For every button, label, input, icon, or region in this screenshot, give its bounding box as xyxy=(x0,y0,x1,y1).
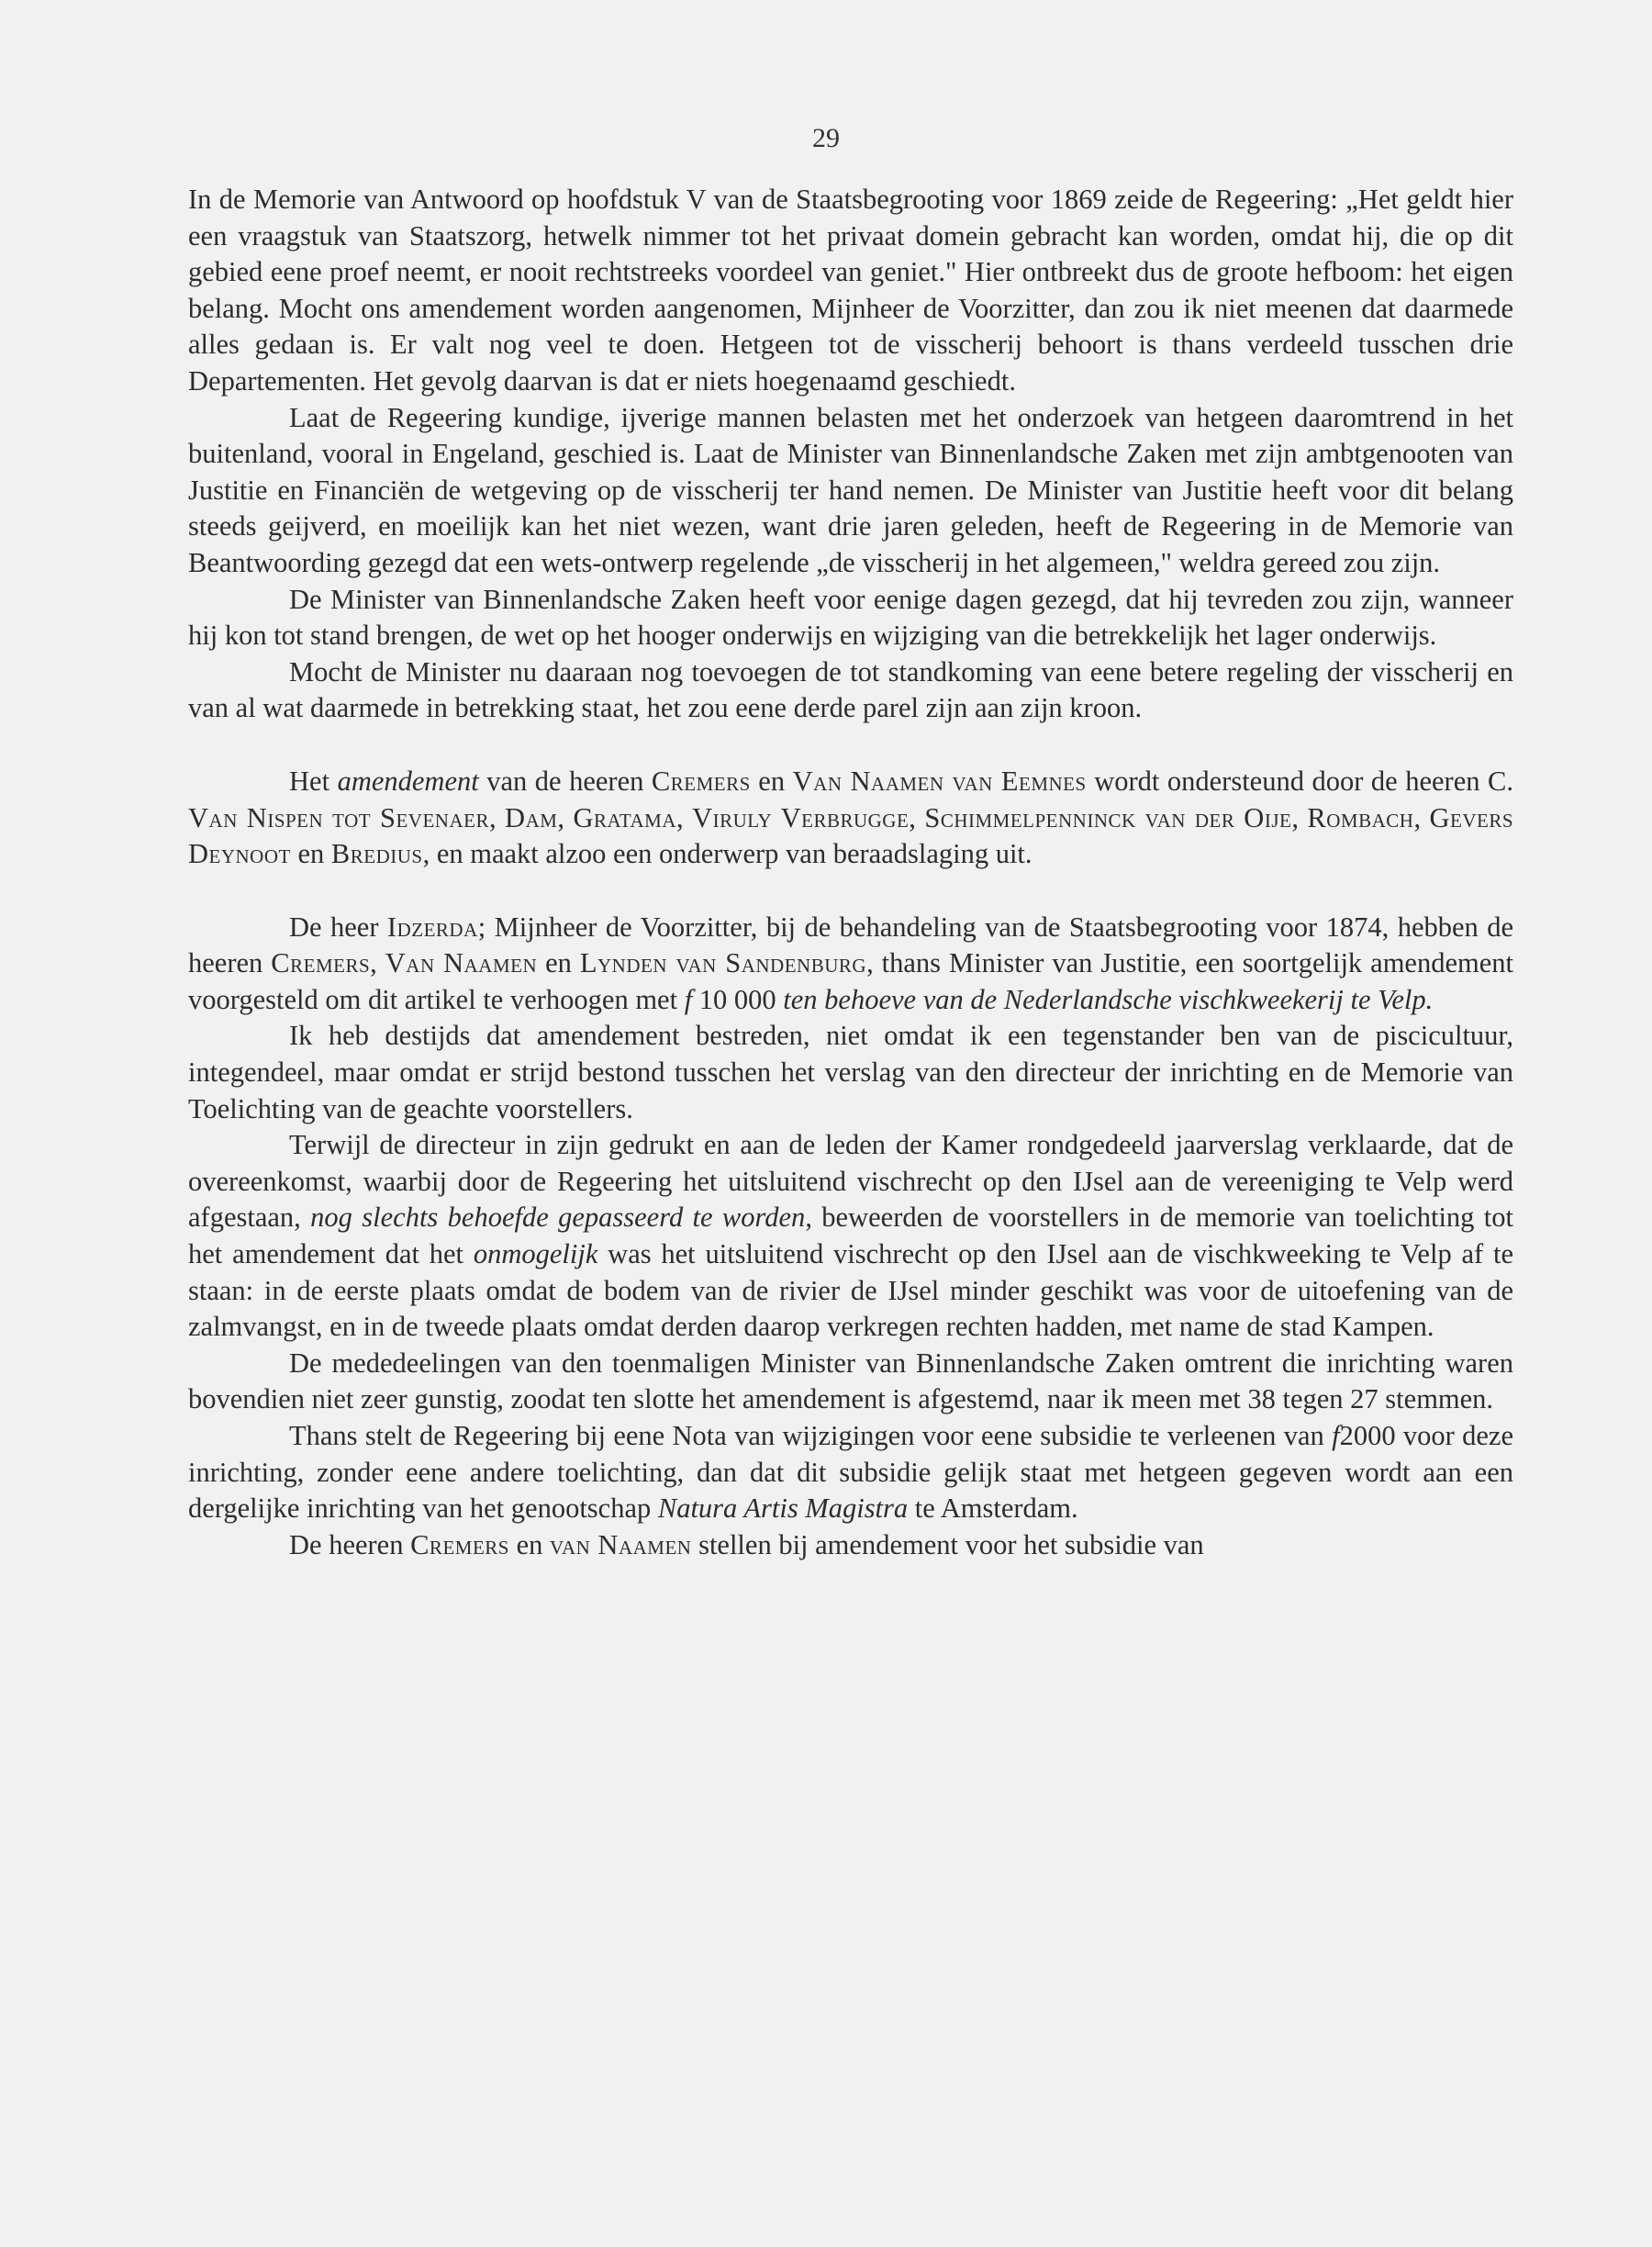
small-caps-name: Idzerda xyxy=(386,911,478,943)
text-segment: , xyxy=(1413,801,1430,833)
text-segment: en xyxy=(290,838,331,870)
text-segment: De heeren xyxy=(289,1528,411,1560)
small-caps-name: Gevers Deynoot xyxy=(188,801,1514,870)
paragraph xyxy=(188,764,1513,873)
small-caps-name: Dam xyxy=(505,801,558,833)
text-segment: , xyxy=(557,801,574,833)
small-caps-name: Schimmelpenninck van der Oije xyxy=(924,801,1292,833)
text-segment: en xyxy=(750,765,793,797)
small-caps-name: Bredius xyxy=(330,838,423,870)
paragraph xyxy=(188,182,1513,400)
small-caps-name: Viruly Verbrugge xyxy=(692,801,910,833)
small-caps-name: Van Naamen van Eemnes xyxy=(792,765,1087,797)
paragraph xyxy=(188,400,1513,582)
small-caps-name: Rombach xyxy=(1307,801,1414,833)
text-segment: , xyxy=(1291,801,1308,833)
text-segment: , beweerden de voorstellers in de memorie van toelichting tot het amendement dat het xyxy=(188,1202,1513,1270)
small-caps-name: Cremers xyxy=(271,947,371,979)
text-segment: , xyxy=(676,801,693,833)
text-segment: , xyxy=(488,801,506,833)
text-segment: Het xyxy=(289,765,338,797)
text-segment: De mededeelingen van den toenmaligen Minister van Binnenlandsche Zaken omtrent die inrichting waren bovendien niet zeer gunstig, zoodat ten slotte het amendement is afgestemd, naar ik meen met 38 tegen 27 stemmen. xyxy=(188,1347,1513,1415)
italic-text: f xyxy=(684,983,693,1015)
text-segment: Thans stelt de Regeering bij eene Nota van wijzigingen voor eene subsidie te verleenen van xyxy=(289,1420,1333,1451)
text-segment: van de heeren xyxy=(478,765,652,797)
text-segment: , en maakt alzoo een onderwerp van beraadslaging uit. xyxy=(422,838,1032,870)
text-segment: was het uitsluitend vischrecht op den IJsel aan de vischkweeking te Velp af te staan: in de eerste plaats omdat de bodem van de rivier de IJsel minder geschikt was voor de uitoefening van de zalmvangst, en in de tweede plaats omdat derden daarop verkregen rechten hadden, met name de stad Kampen. xyxy=(188,1238,1514,1343)
text-column xyxy=(188,182,1513,1563)
italic-text: f xyxy=(1332,1420,1340,1451)
small-caps-name: Gratama xyxy=(573,801,677,833)
paragraph xyxy=(188,654,1513,727)
paragraph xyxy=(188,582,1513,654)
text-segment: , thans Minister van Justitie, een soortgelijk amendement voorgesteld om dit artikel te verhoogen met xyxy=(188,947,1513,1015)
small-caps-name: Cremers xyxy=(651,765,751,797)
paragraph xyxy=(188,1127,1513,1346)
paragraph xyxy=(188,910,1513,1019)
text-segment: , xyxy=(909,801,925,833)
text-segment: en xyxy=(508,1528,551,1560)
text-segment: wordt ondersteund door de heeren C. xyxy=(1086,765,1513,797)
text-segment: , xyxy=(370,947,385,979)
italic-text: amendement xyxy=(337,765,479,797)
italic-text: ten behoeve van de Nederlandsche vischkweekerij te Velp. xyxy=(783,983,1434,1015)
small-caps-name: Van Nispen tot Sevenaer xyxy=(188,801,489,833)
text-segment: te Amsterdam. xyxy=(908,1492,1078,1525)
text-segment: 10 000 xyxy=(692,983,784,1015)
paragraph xyxy=(188,1018,1513,1127)
italic-text: nog slechts behoefde gepasseerd te worden xyxy=(310,1202,806,1234)
italic-text: onmogelijk xyxy=(473,1238,598,1270)
text-segment: De heer xyxy=(289,911,387,943)
text-segment: Laat de Regeering kundige, ijverige mannen belasten met het onderzoek van hetgeen daaromtrend in het buitenland, vooral in Engeland, geschied is. Laat de Minister van Binnenlandsche Zaken met zijn ambtgenooten van Justitie en Financiën de wetgeving op de visscherij ter hand nemen. De Minister van Justitie heeft voor dit belang steeds geijverd, en moeilijk kan het niet wezen, want drie jaren geleden, heeft de Regeering in de Memorie van Beantwoording gezegd dat een wets-ontwerp regelende „de visscherij in het algemeen," weldra gereed zou zijn. xyxy=(188,401,1513,578)
text-segment: In de Memorie van Antwoord op hoofdstuk V van de Staatsbegrooting voor 1869 zeide de Regeering: „Het geldt hier een vraagstuk van Staatszorg, hetwelk nimmer tot het privaat domein gebracht kan worden, omdat hij, die op dit gebied eene proef neemt, er nooit rechtstreeks voordeel van geniet." Hier ontbreekt dus de groote hefboom: het eigen belang. Mocht ons amendement worden aangenomen, Mijnheer de Voorzitter, dan zou ik niet meenen dat daarmede alles gedaan is. Er valt nog veel te doen. Hetgeen tot de visscherij behoort is thans verdeeld tusschen drie Departementen. Het gevolg daarvan is dat er niets hoegenaamd geschiedt. xyxy=(188,184,1513,397)
text-segment: Terwijl de directeur in zijn gedrukt en aan de leden der Kamer rondgedeeld jaarverslag verklaarde, dat de overeenkomst, waarbij door de Regeering het uitsluitend vischrecht op den IJsel aan de vereeniging te Velp werd afgestaan, xyxy=(188,1129,1513,1234)
text-segment: Ik heb destijds dat amendement bestreden, niet omdat ik een tegenstander ben van de piscicultuur, integendeel, maar omdat er strijd bestond tusschen het verslag van den directeur der inrichting en de Memorie van Toelichting van de geachte voorstellers. xyxy=(188,1020,1513,1124)
text-segment: ; Mijnheer de Voorzitter, bij de behandeling van de Staatsbegrooting voor 1874, hebben de heeren xyxy=(188,911,1514,979)
paragraph xyxy=(188,1346,1513,1418)
text-segment: Mocht de Minister nu daaraan nog toevoegen de tot standkoming van eene betere regeling der visscherij en van al wat daarmede in betrekking staat, het zou eene derde parel zijn aan zijn kroon. xyxy=(188,655,1513,724)
small-caps-name: van Naamen xyxy=(550,1528,692,1560)
paragraph xyxy=(188,1418,1513,1527)
small-caps-name: Lynden van Sandenburg xyxy=(579,947,867,979)
small-caps-name: Van Naamen xyxy=(385,947,538,979)
text-segment: 2000 voor deze inrichting, zonder eene andere toelichting, dan dat dit subsidie gelijk staat met hetgeen gegeven wordt aan een dergelijke inrichting van het genootschap xyxy=(188,1420,1513,1525)
italic-text: Natura Artis Magistra xyxy=(657,1492,909,1525)
text-segment: stellen bij amendement voor het subsidie van xyxy=(691,1528,1204,1560)
text-segment: en xyxy=(537,947,580,979)
page-number: 29 xyxy=(812,123,840,153)
paragraph xyxy=(188,1527,1513,1564)
text-segment: De Minister van Binnenlandsche Zaken heeft voor eenige dagen gezegd, dat hij tevreden zou zijn, wanneer hij kon tot stand brengen, de wet op het hooger onderwijs en wijziging van die betrekkelijk het lager onderwijs. xyxy=(188,583,1513,652)
small-caps-name: Cremers xyxy=(410,1528,509,1560)
